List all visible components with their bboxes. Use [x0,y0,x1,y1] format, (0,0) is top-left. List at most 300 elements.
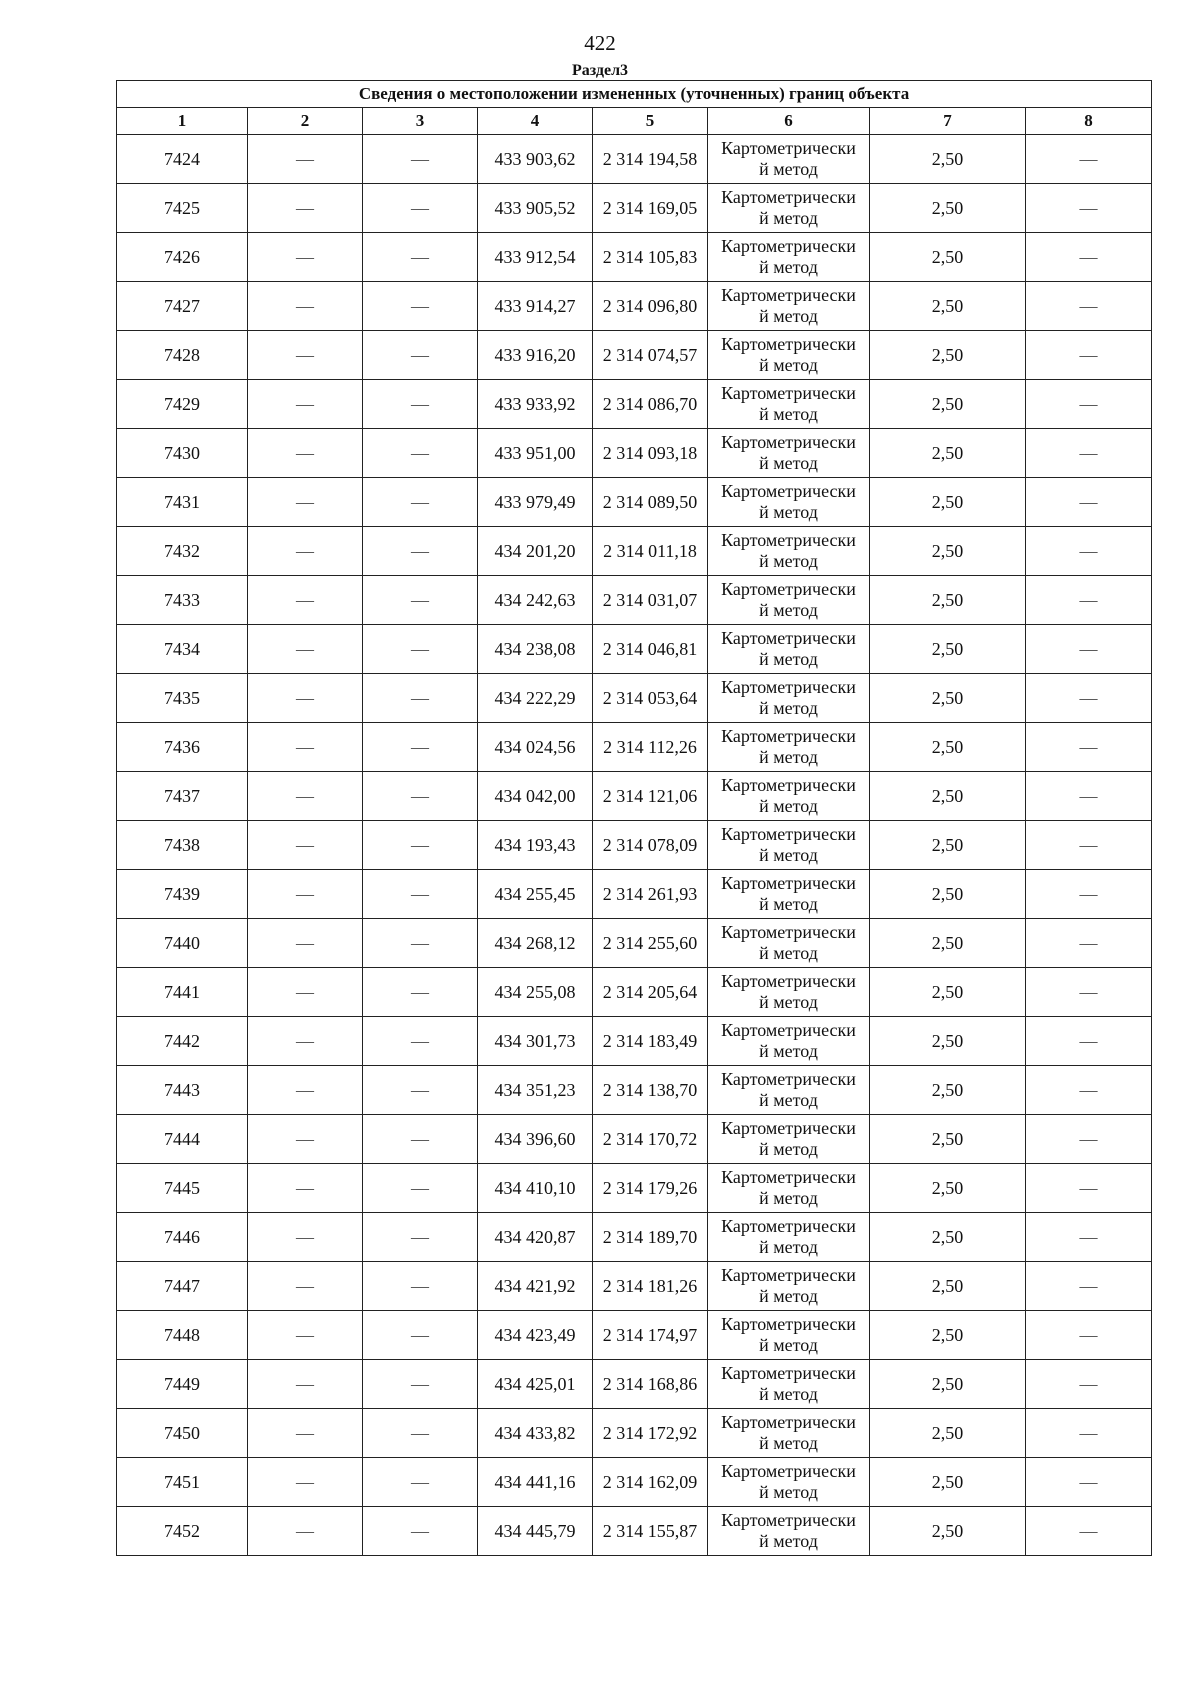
method-cell [708,919,870,968]
point-number-cell: 7429 [117,380,248,429]
table-row [117,527,1152,576]
column-8-cell: — [1026,1458,1152,1507]
method-text-line: Картометрически [721,530,856,550]
method-text-line: й метод [759,1041,818,1061]
y-coordinate-cell: 2 314 138,70 [593,1066,708,1115]
method-text-line: Картометрически [721,873,856,893]
table-header-row [117,108,1152,135]
column-3-cell: — [363,1311,478,1360]
method-cell [708,429,870,478]
precision-cell: 2,50 [870,1017,1026,1066]
method-text-line: Картометрически [721,187,856,207]
column-2-cell: — [248,821,363,870]
table-row [117,1360,1152,1409]
precision-cell: 2,50 [870,527,1026,576]
column-2-cell: — [248,772,363,821]
method-text-line: й метод [759,1433,818,1453]
column-3-cell: — [363,184,478,233]
table-row [117,1409,1152,1458]
point-number-cell: 7434 [117,625,248,674]
column-header: 3 [363,108,478,135]
method-cell [708,821,870,870]
precision-cell: 2,50 [870,674,1026,723]
method-text-line: й метод [759,747,818,767]
table-row [117,1507,1152,1556]
method-text-line: Картометрически [721,1020,856,1040]
point-number-cell: 7448 [117,1311,248,1360]
x-coordinate-cell: 434 255,45 [478,870,593,919]
column-header: 7 [870,108,1026,135]
table-row [117,723,1152,772]
column-3-cell: — [363,772,478,821]
y-coordinate-cell: 2 314 261,93 [593,870,708,919]
x-coordinate-cell: 433 903,62 [478,135,593,184]
precision-cell: 2,50 [870,1213,1026,1262]
table-row [117,1164,1152,1213]
column-2-cell: — [248,1017,363,1066]
method-text-line: Картометрически [721,1412,856,1432]
x-coordinate-cell: 433 905,52 [478,184,593,233]
column-2-cell: — [248,625,363,674]
x-coordinate-cell: 434 238,08 [478,625,593,674]
x-coordinate-cell: 434 410,10 [478,1164,593,1213]
method-cell [708,1262,870,1311]
y-coordinate-cell: 2 314 121,06 [593,772,708,821]
y-coordinate-cell: 2 314 172,92 [593,1409,708,1458]
x-coordinate-cell: 434 420,87 [478,1213,593,1262]
y-coordinate-cell: 2 314 086,70 [593,380,708,429]
method-text-line: Картометрически [721,1314,856,1334]
method-cell [708,331,870,380]
method-text-line: й метод [759,1335,818,1355]
column-2-cell: — [248,1409,363,1458]
method-cell [708,282,870,331]
precision-cell: 2,50 [870,1262,1026,1311]
y-coordinate-cell: 2 314 194,58 [593,135,708,184]
method-cell [708,1066,870,1115]
column-8-cell: — [1026,429,1152,478]
precision-cell: 2,50 [870,576,1026,625]
method-cell [708,1115,870,1164]
method-text-line: й метод [759,992,818,1012]
column-2-cell: — [248,1458,363,1507]
precision-cell: 2,50 [870,1507,1026,1556]
x-coordinate-cell: 434 255,08 [478,968,593,1017]
table-row [117,1066,1152,1115]
method-cell [708,1507,870,1556]
column-8-cell: — [1026,1017,1152,1066]
y-coordinate-cell: 2 314 255,60 [593,919,708,968]
column-2-cell: — [248,1066,363,1115]
column-2-cell: — [248,576,363,625]
precision-cell: 2,50 [870,772,1026,821]
y-coordinate-cell: 2 314 089,50 [593,478,708,527]
x-coordinate-cell: 434 042,00 [478,772,593,821]
precision-cell: 2,50 [870,625,1026,674]
point-number-cell: 7426 [117,233,248,282]
point-number-cell: 7441 [117,968,248,1017]
column-3-cell: — [363,282,478,331]
table-caption: Сведения о местоположении измененных (уточненных) границ объекта [117,81,1152,108]
y-coordinate-cell: 2 314 169,05 [593,184,708,233]
point-number-cell: 7428 [117,331,248,380]
table-row [117,1458,1152,1507]
table-row [117,1311,1152,1360]
column-3-cell: — [363,331,478,380]
precision-cell: 2,50 [870,968,1026,1017]
point-number-cell: 7443 [117,1066,248,1115]
column-2-cell: — [248,1262,363,1311]
column-2-cell: — [248,1507,363,1556]
column-3-cell: — [363,821,478,870]
column-3-cell: — [363,576,478,625]
column-8-cell: — [1026,1360,1152,1409]
y-coordinate-cell: 2 314 181,26 [593,1262,708,1311]
column-3-cell: — [363,1017,478,1066]
column-2-cell: — [248,674,363,723]
x-coordinate-cell: 434 396,60 [478,1115,593,1164]
table-row [117,576,1152,625]
table-row [117,331,1152,380]
table-row [117,135,1152,184]
point-number-cell: 7431 [117,478,248,527]
point-number-cell: 7432 [117,527,248,576]
method-text-line: й метод [759,551,818,571]
column-8-cell: — [1026,576,1152,625]
point-number-cell: 7445 [117,1164,248,1213]
table-row [117,1262,1152,1311]
x-coordinate-cell: 434 222,29 [478,674,593,723]
precision-cell: 2,50 [870,478,1026,527]
column-3-cell: — [363,135,478,184]
method-text-line: й метод [759,208,818,228]
y-coordinate-cell: 2 314 174,97 [593,1311,708,1360]
column-8-cell: — [1026,1409,1152,1458]
method-text-line: Картометрически [721,1363,856,1383]
column-2-cell: — [248,527,363,576]
method-text-line: й метод [759,306,818,326]
method-text-line: й метод [759,1237,818,1257]
method-cell [708,576,870,625]
column-3-cell: — [363,1458,478,1507]
point-number-cell: 7442 [117,1017,248,1066]
precision-cell: 2,50 [870,1360,1026,1409]
column-8-cell: — [1026,870,1152,919]
y-coordinate-cell: 2 314 183,49 [593,1017,708,1066]
method-cell [708,1213,870,1262]
table-row [117,821,1152,870]
y-coordinate-cell: 2 314 179,26 [593,1164,708,1213]
x-coordinate-cell: 434 242,63 [478,576,593,625]
column-3-cell: — [363,625,478,674]
table-row [117,282,1152,331]
method-cell [708,527,870,576]
point-number-cell: 7424 [117,135,248,184]
column-header: 8 [1026,108,1152,135]
column-8-cell: — [1026,772,1152,821]
precision-cell: 2,50 [870,723,1026,772]
method-text-line: й метод [759,796,818,816]
y-coordinate-cell: 2 314 011,18 [593,527,708,576]
method-text-line: й метод [759,1531,818,1551]
column-8-cell: — [1026,1115,1152,1164]
column-3-cell: — [363,1262,478,1311]
column-8-cell: — [1026,1213,1152,1262]
method-text-line: й метод [759,159,818,179]
point-number-cell: 7447 [117,1262,248,1311]
method-cell [708,723,870,772]
y-coordinate-cell: 2 314 046,81 [593,625,708,674]
column-8-cell: — [1026,723,1152,772]
column-3-cell: — [363,1409,478,1458]
column-3-cell: — [363,919,478,968]
column-2-cell: — [248,331,363,380]
column-3-cell: — [363,527,478,576]
column-8-cell: — [1026,968,1152,1017]
column-8-cell: — [1026,1066,1152,1115]
method-cell [708,1311,870,1360]
y-coordinate-cell: 2 314 053,64 [593,674,708,723]
point-number-cell: 7437 [117,772,248,821]
column-8-cell: — [1026,919,1152,968]
x-coordinate-cell: 434 301,73 [478,1017,593,1066]
method-cell [708,870,870,919]
column-2-cell: — [248,1164,363,1213]
table-row [117,870,1152,919]
method-text-line: Картометрически [721,1265,856,1285]
precision-cell: 2,50 [870,1311,1026,1360]
x-coordinate-cell: 434 421,92 [478,1262,593,1311]
method-text-line: Картометрически [721,1461,856,1481]
y-coordinate-cell: 2 314 074,57 [593,331,708,380]
method-text-line: й метод [759,355,818,375]
method-text-line: й метод [759,502,818,522]
method-cell [708,1017,870,1066]
method-text-line: Картометрически [721,138,856,158]
point-number-cell: 7452 [117,1507,248,1556]
column-8-cell: — [1026,1164,1152,1213]
y-coordinate-cell: 2 314 093,18 [593,429,708,478]
table-row [117,233,1152,282]
x-coordinate-cell: 434 351,23 [478,1066,593,1115]
column-8-cell: — [1026,282,1152,331]
method-text-line: й метод [759,404,818,424]
precision-cell: 2,50 [870,429,1026,478]
method-text-line: Картометрически [721,677,856,697]
method-cell [708,674,870,723]
method-cell [708,968,870,1017]
column-3-cell: — [363,968,478,1017]
point-number-cell: 7430 [117,429,248,478]
method-cell [708,1164,870,1213]
column-header: 4 [478,108,593,135]
x-coordinate-cell: 434 201,20 [478,527,593,576]
point-number-cell: 7435 [117,674,248,723]
column-8-cell: — [1026,1262,1152,1311]
y-coordinate-cell: 2 314 078,09 [593,821,708,870]
method-text-line: Картометрически [721,236,856,256]
method-text-line: й метод [759,845,818,865]
column-2-cell: — [248,135,363,184]
precision-cell: 2,50 [870,1458,1026,1507]
column-2-cell: — [248,184,363,233]
method-text-line: Картометрически [721,432,856,452]
column-8-cell: — [1026,1311,1152,1360]
column-2-cell: — [248,233,363,282]
column-8-cell: — [1026,1507,1152,1556]
method-text-line: Картометрически [721,579,856,599]
column-8-cell: — [1026,674,1152,723]
method-text-line: й метод [759,894,818,914]
method-cell [708,1458,870,1507]
method-text-line: й метод [759,649,818,669]
point-number-cell: 7450 [117,1409,248,1458]
precision-cell: 2,50 [870,233,1026,282]
method-text-line: Картометрически [721,285,856,305]
precision-cell: 2,50 [870,1164,1026,1213]
coordinates-table [116,80,1152,1556]
precision-cell: 2,50 [870,919,1026,968]
table-caption-row [117,81,1152,108]
method-text-line: й метод [759,1384,818,1404]
method-cell [708,1360,870,1409]
page-number: 422 [584,31,616,55]
column-2-cell: — [248,380,363,429]
method-cell [708,233,870,282]
x-coordinate-cell: 433 912,54 [478,233,593,282]
column-3-cell: — [363,1164,478,1213]
method-text-line: й метод [759,698,818,718]
point-number-cell: 7439 [117,870,248,919]
method-cell [708,625,870,674]
column-8-cell: — [1026,233,1152,282]
x-coordinate-cell: 434 193,43 [478,821,593,870]
column-8-cell: — [1026,380,1152,429]
precision-cell: 2,50 [870,1115,1026,1164]
table-row [117,380,1152,429]
x-coordinate-cell: 434 024,56 [478,723,593,772]
method-cell [708,772,870,821]
precision-cell: 2,50 [870,870,1026,919]
x-coordinate-cell: 433 914,27 [478,282,593,331]
table-row [117,1213,1152,1262]
x-coordinate-cell: 434 445,79 [478,1507,593,1556]
column-header: 6 [708,108,870,135]
method-text-line: Картометрически [721,1167,856,1187]
precision-cell: 2,50 [870,184,1026,233]
method-text-line: Картометрически [721,334,856,354]
precision-cell: 2,50 [870,1066,1026,1115]
column-header: 2 [248,108,363,135]
x-coordinate-cell: 434 433,82 [478,1409,593,1458]
precision-cell: 2,50 [870,331,1026,380]
section-title: Раздел3 [571,62,629,79]
x-coordinate-cell: 434 441,16 [478,1458,593,1507]
column-3-cell: — [363,723,478,772]
precision-cell: 2,50 [870,821,1026,870]
method-text-line: Картометрически [721,1216,856,1236]
table-body [117,135,1152,1556]
table-row [117,919,1152,968]
column-3-cell: — [363,233,478,282]
method-cell [708,1409,870,1458]
method-text-line: й метод [759,453,818,473]
column-header: 1 [117,108,248,135]
column-3-cell: — [363,1213,478,1262]
x-coordinate-cell: 434 423,49 [478,1311,593,1360]
method-text-line: Картометрически [721,775,856,795]
point-number-cell: 7433 [117,576,248,625]
column-2-cell: — [248,723,363,772]
precision-cell: 2,50 [870,1409,1026,1458]
column-3-cell: — [363,429,478,478]
method-cell [708,478,870,527]
point-number-cell: 7446 [117,1213,248,1262]
x-coordinate-cell: 434 268,12 [478,919,593,968]
y-coordinate-cell: 2 314 168,86 [593,1360,708,1409]
y-coordinate-cell: 2 314 170,72 [593,1115,708,1164]
column-3-cell: — [363,1066,478,1115]
column-3-cell: — [363,674,478,723]
table-row [117,772,1152,821]
method-text-line: й метод [759,1139,818,1159]
table-row [117,674,1152,723]
method-text-line: Картометрически [721,1069,856,1089]
table-row [117,429,1152,478]
point-number-cell: 7444 [117,1115,248,1164]
method-text-line: Картометрически [721,1118,856,1138]
column-2-cell: — [248,1213,363,1262]
column-3-cell: — [363,1507,478,1556]
column-8-cell: — [1026,184,1152,233]
method-cell [708,380,870,429]
y-coordinate-cell: 2 314 205,64 [593,968,708,1017]
column-2-cell: — [248,870,363,919]
x-coordinate-cell: 433 979,49 [478,478,593,527]
method-text-line: й метод [759,943,818,963]
table-row [117,184,1152,233]
column-8-cell: — [1026,821,1152,870]
column-2-cell: — [248,968,363,1017]
table-row [117,625,1152,674]
column-8-cell: — [1026,135,1152,184]
y-coordinate-cell: 2 314 112,26 [593,723,708,772]
method-text-line: й метод [759,257,818,277]
point-number-cell: 7440 [117,919,248,968]
method-text-line: Картометрически [721,383,856,403]
column-3-cell: — [363,478,478,527]
column-8-cell: — [1026,331,1152,380]
y-coordinate-cell: 2 314 096,80 [593,282,708,331]
column-2-cell: — [248,282,363,331]
column-2-cell: — [248,1311,363,1360]
column-2-cell: — [248,429,363,478]
method-text-line: Картометрически [721,726,856,746]
precision-cell: 2,50 [870,135,1026,184]
y-coordinate-cell: 2 314 031,07 [593,576,708,625]
method-text-line: Картометрически [721,1510,856,1530]
y-coordinate-cell: 2 314 189,70 [593,1213,708,1262]
y-coordinate-cell: 2 314 105,83 [593,233,708,282]
point-number-cell: 7438 [117,821,248,870]
column-3-cell: — [363,870,478,919]
column-3-cell: — [363,380,478,429]
point-number-cell: 7451 [117,1458,248,1507]
table-row [117,968,1152,1017]
method-text-line: й метод [759,1482,818,1502]
point-number-cell: 7427 [117,282,248,331]
method-text-line: Картометрически [721,971,856,991]
